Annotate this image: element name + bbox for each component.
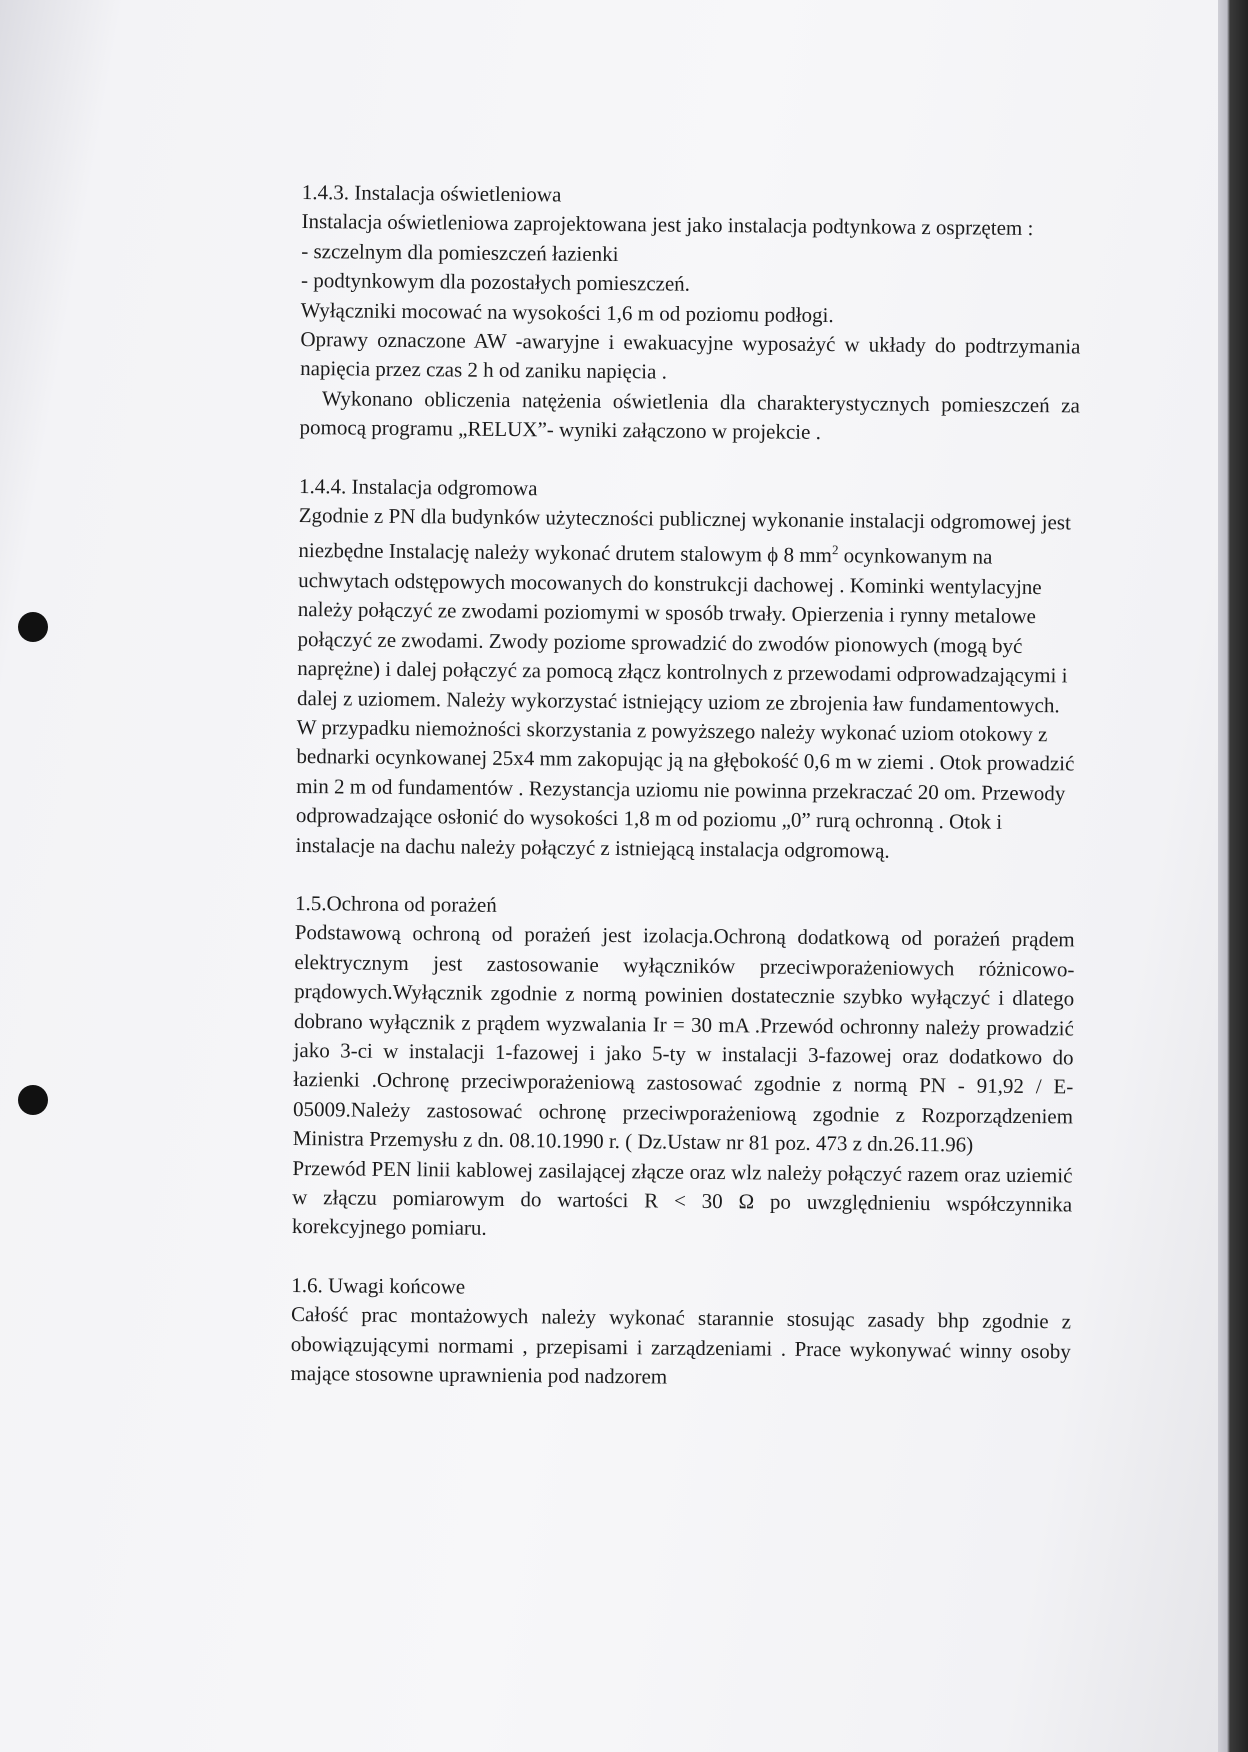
section-heading: 1.5.Ochrona od porażeń	[294, 890, 497, 917]
section-lightning-protection	[295, 472, 1079, 868]
page-edge	[1218, 0, 1248, 1752]
list-item: - podtynkowym dla pozostałych pomieszczeń.	[300, 268, 691, 296]
paragraph	[295, 501, 1078, 867]
superscript: 2	[831, 542, 839, 558]
punch-hole-top	[18, 612, 48, 642]
paragraph: Wykonano obliczenia natężenia oświetlenia dla charakterystycznych pomieszczeń za pomocą programu „RELUX”- wyniki załączono w projekcie .	[299, 386, 1080, 445]
paragraph: Oprawy oznaczone AW -awaryjne i ewakuacyjne wyposażyć w układy do podtrzymania napięcia przez czas 2 h od zaniku napięcia .	[300, 327, 1081, 384]
paragraph-text: Zgodnie z PN dla budynków użyteczności publicznej wykonanie instalacji odgromowej jest niezbędne Instalację należy wykonać drutem stalowym ϕ 8 mm	[298, 503, 1071, 568]
paragraph: Instalacja oświetleniowa zaprojektowana jest jako instalacja podtynkowa z osprzętem :	[301, 209, 1034, 241]
section-heading: 1.4.4. Instalacja odgromowa	[298, 473, 538, 500]
paragraph: Całość prac montażowych należy wykonać starannie stosując zasady bhp zgodnie z obowiązującymi normami , przepisami i zarządzeniami . Prace wykonywać winny osoby mające stosowne uprawnienia pod nadzorem	[290, 1302, 1072, 1389]
document-body	[290, 178, 1082, 1396]
section-shock-protection	[292, 889, 1075, 1249]
section-heading: 1.6. Uwagi końcowe	[291, 1272, 466, 1299]
list-item: - szczelnym dla pomieszczeń łazienki	[301, 238, 619, 266]
paragraph-text: ocynkowanym na uchwytach odstępowych mocowanych do konstrukcji dachowej . Kominki wentylacyjne należy połączyć ze zwodami poziomymi w sposób trwały. Opierzenia i rynny metalowe połączyć ze zwodami. Zwody poziome sprowadzić do zwodów pionowych (mogą być naprężne) i dalej połączyć za pomocą złącz kontrolnych z przewodami odprowadzającymi i dalej z uziomem. Należy wykorzystać istniejący uziom ze zbrojenia ław fundamentowych. W przypadku niemożności skorzystania z powyższego należy wykonać uziom otokowy z bednarki ocynkowanej 25x4 mm zakopując ją na głębokość 0,6 m w ziemi . Otok prowadzić min 2 m od fundamentów . Rezystancja uziomu nie powinna przekraczać 20 om. Przewody odprowadzające osłonić do wysokości 1,8 m od poziomu „0” rurą ochronną . Otok i instalacje na dachu należy połączyć z istniejącą instalacja odgromową.	[295, 543, 1075, 863]
paragraph: Przewód PEN linii kablowej zasilającej złącze oraz wlz należy połączyć razem oraz uziemić w złączu pomiarowym do wartości R < 30 Ω po uwzględnieniu współczynnika korekcyjnego pomiaru.	[291, 1155, 1073, 1241]
punch-hole-bottom	[18, 1085, 48, 1115]
section-final-remarks	[290, 1271, 1071, 1396]
paragraph: Wyłączniki mocować na wysokości 1,6 m od poziomu podłogi.	[300, 297, 834, 327]
paragraph: Podstawową ochroną od porażeń jest izolacja.Ochroną dodatkową od porażeń prądem elektrycznym jest zastosowanie wyłączników przeciwporażeniowych różnicowo-prądowych.Wyłącznik zgodnie z normą powinien dostatecznie szybko wyłączyć i dlatego dobrano wyłącznik z prądem wyzwalania Ir = 30 mA .Przewód ochronny należy prowadzić jako 3-ci w instalacji 1-fazowej i jako 5-ty w instalacji 3-fazowej oraz dodatkowo do łazienki .Ochronę przeciwporażeniową zastosować zgodnie z normą PN - 91,92 / E-05009.Należy zastosować ochronę przeciwporażeniową zgodnie z Rozporządzeniem Ministra Przemysłu z dn. 08.10.1990 r. ( Dz.Ustaw nr 81 poz. 473 z dn.26.11.96)	[292, 920, 1075, 1157]
section-lighting	[299, 178, 1082, 450]
section-heading: 1.4.3. Instalacja oświetleniowa	[301, 179, 562, 207]
